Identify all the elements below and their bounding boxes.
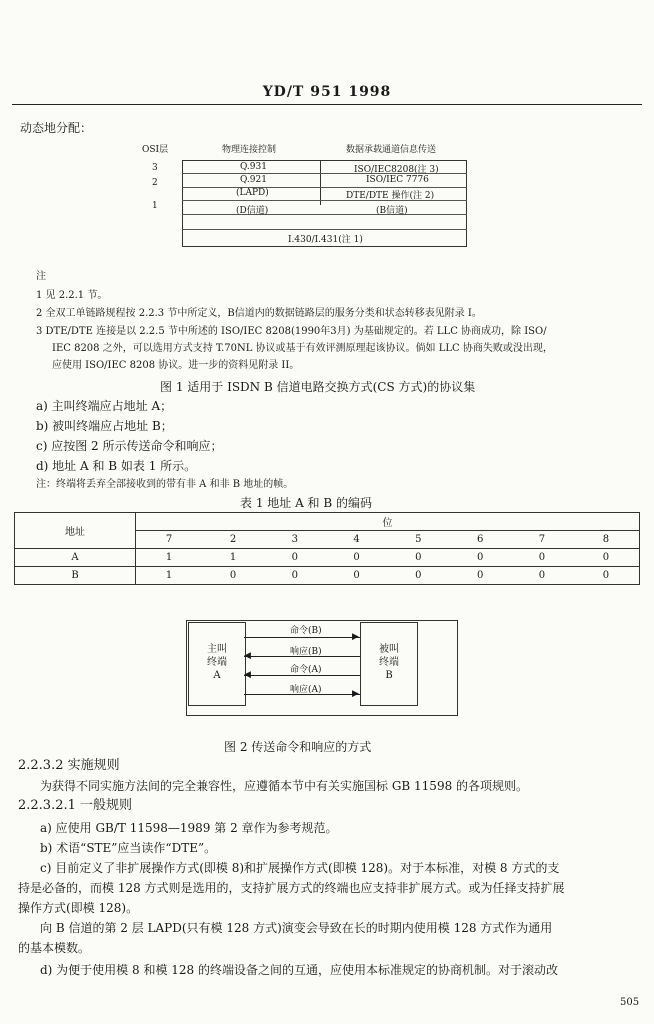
arrowhead-left-icon: ◀ bbox=[244, 670, 251, 680]
terminal-a-label: 主叫 bbox=[207, 644, 227, 655]
fig1-col-right: 数据承载通道信息传送 bbox=[346, 145, 437, 155]
bit-value: 1 bbox=[202, 549, 264, 567]
note-line: 3 DTE/DTE 连接是以 2.2.5 节中所述的 ISO/IEC 8208(1990年3月) 为基础规定的。若 LLC 协商成功，除 ISO/ bbox=[36, 326, 547, 337]
fig1-right-cell: DTE/DTE 操作(注 2) bbox=[346, 191, 435, 201]
note-line: 应使用 ISO/IEC 8208 协议。进一步的资料见附录 II。 bbox=[52, 360, 300, 371]
bit-number: 4 bbox=[326, 531, 388, 549]
section-body: 为获得不同实施方法间的完全兼容性，应遵循本节中有关实施国标 GB 11598 的各项规则。 bbox=[40, 779, 529, 793]
bit-number: 3 bbox=[264, 531, 326, 549]
arrowhead-right-icon: ▶ bbox=[352, 689, 359, 699]
table-1 bbox=[14, 512, 640, 585]
body-line: d) 为便于使用模 8 和模 128 的终端设备之间的互通，应使用本标准规定的协商机制。对于滚动改 bbox=[40, 963, 558, 977]
document-header: YD/T 951 1998 bbox=[262, 84, 392, 100]
bit-value: 0 bbox=[511, 549, 573, 567]
table-row bbox=[15, 513, 640, 531]
terminal-b-label: 被叫 bbox=[379, 644, 399, 655]
note-line: 2 全双工单链路规程按 2.2.3 节中所定义，B信道内的数据链路层的服务分类和状态转移表见附录 I。 bbox=[36, 308, 482, 319]
section-heading: 2.2.3.2.1 一般规则 bbox=[18, 798, 133, 813]
bit-value: 0 bbox=[573, 549, 640, 567]
figure-2-caption: 图 2 传送命令和响应的方式 bbox=[224, 740, 372, 754]
bit-number: 7 bbox=[511, 531, 573, 549]
fig1-bottom-label: I.430/I.431(注 1) bbox=[288, 235, 363, 245]
list-note: 注：终端将丢弃全部接收到的带有非 A 和非 B 地址的帧。 bbox=[36, 479, 294, 490]
table-header-bit: 位 bbox=[136, 513, 640, 531]
fig1-row-line bbox=[182, 214, 467, 215]
arrowhead-right-icon: ▶ bbox=[352, 632, 359, 642]
body-line: c) 目前定义了非扩展操作方式(即模 8)和扩展操作方式(即模 128)。对于本标准，对模 8 方式的支 bbox=[40, 861, 560, 875]
table-1-caption: 表 1 地址 A 和 B 的编码 bbox=[240, 496, 373, 510]
fig1-left-cell: (D信道) bbox=[236, 206, 269, 216]
arrowhead-left-icon: ◀ bbox=[244, 651, 251, 661]
terminal-a-box bbox=[188, 622, 246, 706]
body-line: 操作方式(即模 128)。 bbox=[18, 901, 139, 915]
bit-value: 0 bbox=[573, 567, 640, 585]
osi-label: OSI层 bbox=[142, 145, 169, 155]
terminal-a-label: A bbox=[213, 670, 221, 681]
terminal-b-label: B bbox=[385, 670, 393, 681]
bit-value: 1 bbox=[136, 567, 203, 585]
arrow-label: 响应(B) bbox=[290, 647, 322, 657]
arrow-label: 响应(A) bbox=[290, 685, 322, 695]
layer-3: 3 bbox=[152, 163, 158, 173]
section-heading: 2.2.3.2 实施规则 bbox=[18, 758, 120, 773]
note-line: IEC 8208 之外，可以选用方式支持 T.70NL 协议或基于有效评测原理起该协议。倘如 LLC 协商失败或没出现， bbox=[52, 343, 553, 354]
bit-value: 0 bbox=[449, 567, 511, 585]
terminal-b-box bbox=[360, 622, 418, 706]
bit-value: 0 bbox=[202, 567, 264, 585]
bit-value: 0 bbox=[264, 549, 326, 567]
row-label: A bbox=[15, 549, 136, 567]
list-item: b) 被叫终端应占地址 B； bbox=[36, 419, 173, 433]
bit-value: 0 bbox=[387, 567, 449, 585]
bit-value: 0 bbox=[449, 549, 511, 567]
page-number: 505 bbox=[620, 997, 640, 1008]
body-line: b) 术语“STE”应当读作“DTE”。 bbox=[40, 841, 217, 855]
arrow-right bbox=[244, 694, 360, 695]
fig1-divider bbox=[320, 160, 321, 205]
table-row bbox=[15, 549, 640, 567]
intro-text: 动态地分配： bbox=[20, 121, 93, 135]
terminal-a-label: 终端 bbox=[207, 657, 227, 668]
notes-title: 注 bbox=[36, 271, 46, 282]
figure-1-caption: 图 1 适用于 ISDN B 信道电路交换方式(CS 方式)的协议集 bbox=[160, 380, 476, 394]
arrow-left bbox=[244, 656, 360, 657]
bit-value: 0 bbox=[264, 567, 326, 585]
bit-number: 2 bbox=[202, 531, 264, 549]
bit-value: 0 bbox=[387, 549, 449, 567]
fig1-row-line bbox=[182, 229, 467, 230]
arrow-label: 命令(B) bbox=[290, 626, 322, 636]
layer-2: 2 bbox=[152, 178, 158, 188]
bit-number: 8 bbox=[573, 531, 640, 549]
bit-value: 1 bbox=[136, 549, 203, 567]
fig1-col-left: 物理连接控制 bbox=[222, 145, 277, 155]
fig1-left-cell: (LAPD) bbox=[236, 188, 269, 198]
list-item: a) 主叫终端应占地址 A； bbox=[36, 399, 173, 413]
fig1-right-cell: (B信道) bbox=[376, 206, 408, 216]
terminal-b-label: 终端 bbox=[379, 657, 399, 668]
body-line: 持是必备的，而模 128 方式则是选用的，支持扩展方式的终端也应支持非扩展方式。或为任择支持扩展 bbox=[18, 881, 565, 895]
fig1-left-cell: Q.921 bbox=[240, 175, 267, 185]
bit-value: 0 bbox=[511, 567, 573, 585]
bit-number: 6 bbox=[449, 531, 511, 549]
arrow-right bbox=[244, 637, 360, 638]
bit-value: 0 bbox=[326, 549, 388, 567]
fig1-right-cell: ISO/IEC 7776 bbox=[366, 175, 429, 185]
list-item: d) 地址 A 和 B 如表 1 所示。 bbox=[36, 459, 197, 473]
fig1-left-cell: Q.931 bbox=[240, 162, 267, 172]
layer-1: 1 bbox=[152, 201, 158, 211]
body-line: 的基本模数。 bbox=[18, 941, 91, 955]
fig1-right-cell: ISO/IEC8208(注 3) bbox=[354, 165, 439, 175]
list-item: c) 应按图 2 所示传送命令和响应； bbox=[36, 439, 223, 453]
table-header-address: 地址 bbox=[15, 513, 136, 549]
bit-number: 7 bbox=[136, 531, 203, 549]
note-line: 1 见 2.2.1 节。 bbox=[36, 290, 108, 301]
bit-value: 0 bbox=[326, 567, 388, 585]
arrow-left bbox=[244, 675, 360, 676]
header-rule bbox=[12, 104, 642, 105]
body-line: a) 应使用 GB/T 11598—1989 第 2 章作为参考规范。 bbox=[40, 821, 338, 835]
arrow-label: 命令(A) bbox=[290, 665, 322, 675]
bit-number: 5 bbox=[387, 531, 449, 549]
row-label: B bbox=[15, 567, 136, 585]
table-row bbox=[15, 567, 640, 585]
body-line: 向 B 信道的第 2 层 LAPD(只有模 128 方式)演变会导致在长的时期内使用模 128 方式作为通用 bbox=[40, 921, 553, 935]
